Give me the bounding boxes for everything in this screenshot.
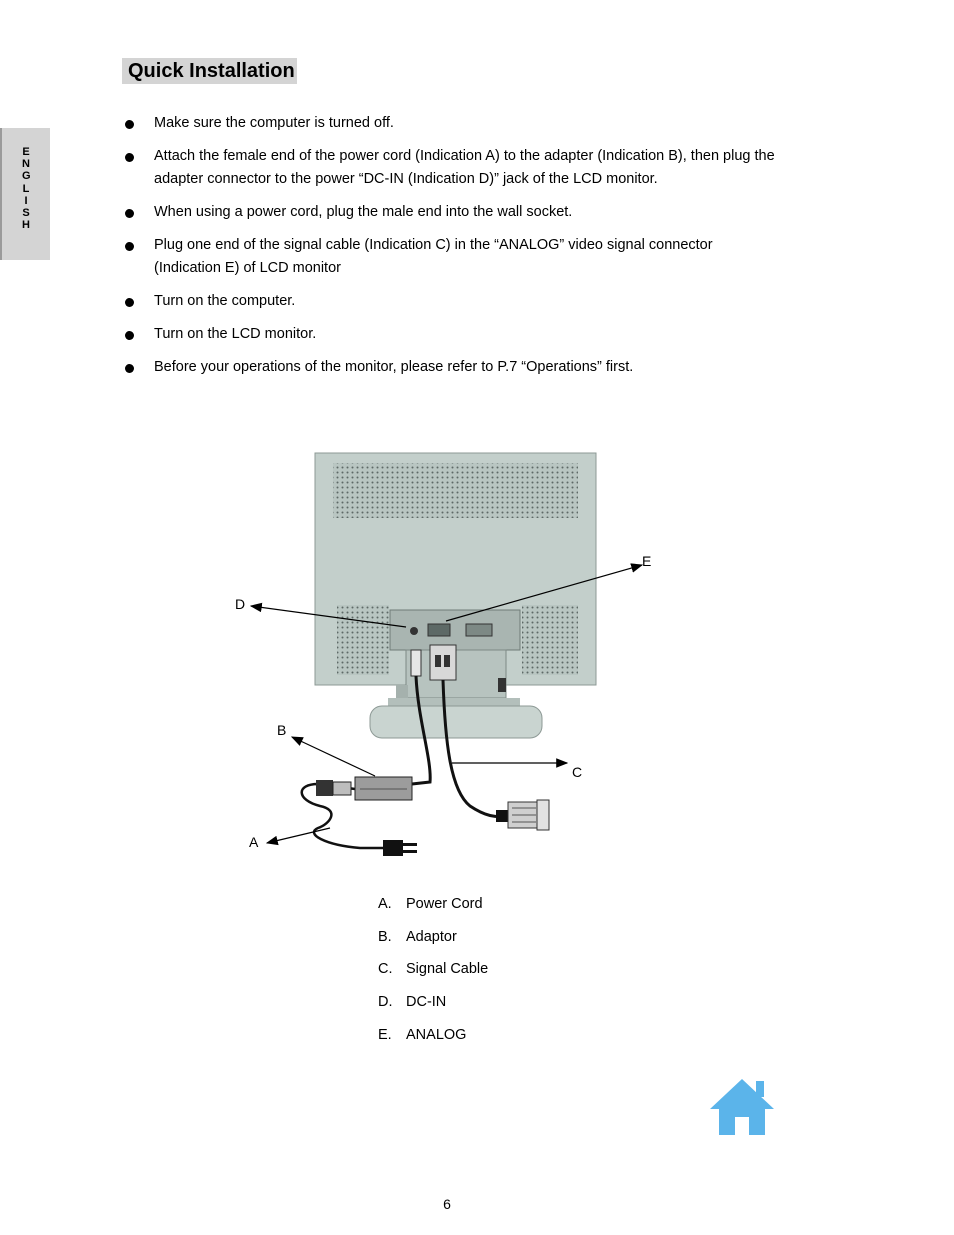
legend-item: E. ANALOG <box>378 1026 467 1043</box>
arrow-a <box>267 828 330 843</box>
list-item: When using a power cord, plug the male end into the wall socket. <box>122 201 782 224</box>
legend-item: B. Adaptor <box>378 928 457 945</box>
vga-connector-illustration <box>496 800 549 830</box>
list-item: Make sure the computer is turned off. <box>122 112 782 135</box>
legend-item: A. Power Cord <box>378 896 483 912</box>
language-tab[interactable] <box>0 128 50 260</box>
list-item: Attach the female end of the power cord (Indication A) to the adapter (Indication B), then plug the adapter connector to the power “DC-IN (Indication D)” jack of the LCD monitor. <box>122 145 782 191</box>
callout-label-c: C <box>572 764 583 780</box>
arrow-d <box>251 606 406 627</box>
bullet-icon <box>125 364 134 373</box>
page-number: 6 <box>443 1196 451 1212</box>
wall-plug-illustration <box>383 840 417 856</box>
cables-illustration <box>302 676 510 848</box>
legend-item: C. Signal Cable <box>378 961 489 978</box>
bullet-icon <box>125 120 134 129</box>
figure-legend <box>378 893 488 1056</box>
bullet-icon <box>125 298 134 307</box>
home-icon[interactable] <box>708 1077 776 1137</box>
list-item: Turn on the LCD monitor. <box>122 323 782 346</box>
monitor-back-illustration <box>315 453 596 738</box>
legend-item: D. DC-IN <box>378 994 447 1011</box>
callout-label-b: B <box>277 722 287 738</box>
callout-label-e: E <box>642 553 652 569</box>
adapter-illustration <box>316 777 412 800</box>
callout-label-a: A <box>249 834 259 850</box>
bullet-icon <box>125 209 134 218</box>
list-item: Plug one end of the signal cable (Indication C) in the “ANALOG” video signal connector (Indication E) of LCD monitor <box>122 234 782 280</box>
list-item: Turn on the computer. <box>122 290 782 313</box>
arrow-e <box>446 565 642 621</box>
arrow-b <box>292 737 375 776</box>
page-title: Quick Installation <box>122 58 297 84</box>
bullet-icon <box>125 153 134 162</box>
instruction-list <box>122 112 782 389</box>
bullet-icon <box>125 242 134 251</box>
callout-arrows <box>251 565 642 843</box>
bullet-icon <box>125 331 134 340</box>
language-tab-label: ENGLISH <box>22 146 31 232</box>
list-item: Before your operations of the monitor, please refer to P.7 “Operations” first. <box>122 356 782 379</box>
callout-label-d: D <box>235 596 246 612</box>
